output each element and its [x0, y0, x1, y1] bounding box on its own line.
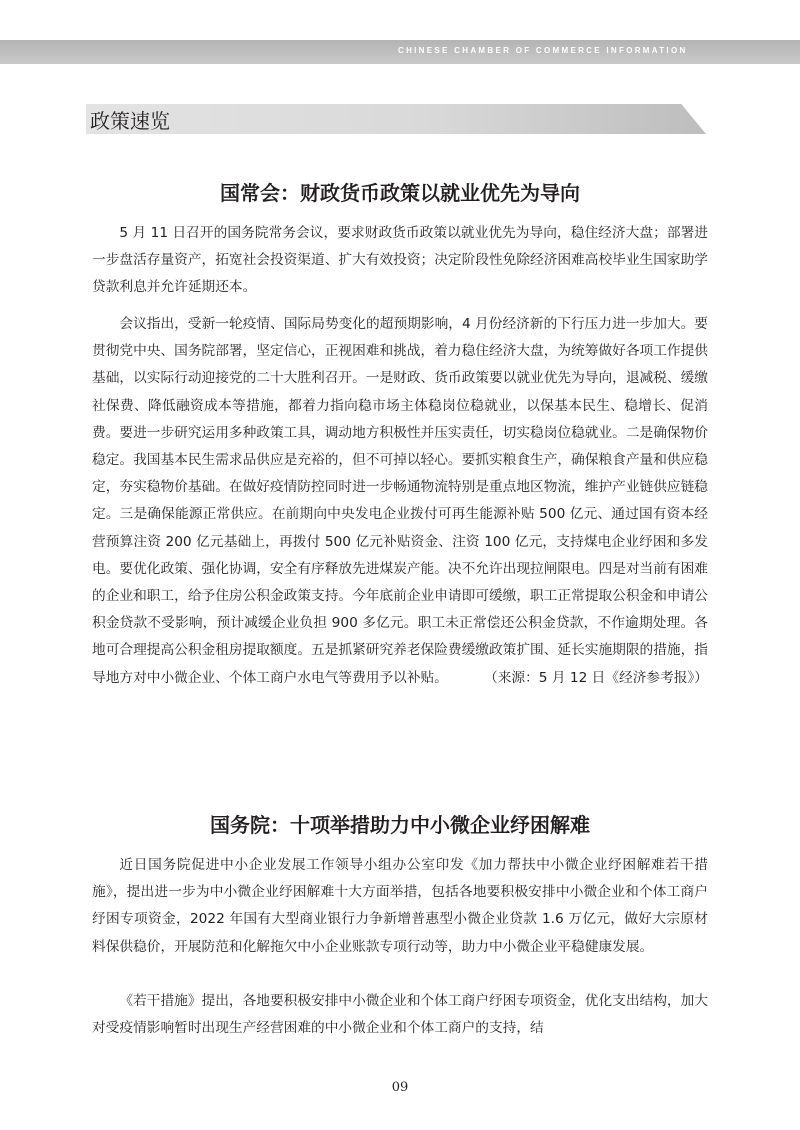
section-bar: [86, 104, 706, 134]
article-1-title: 国常会：财政货币政策以就业优先为导向: [220, 181, 580, 205]
article-1-paragraph-2-text: 会议指出，受新一轮疫情、国际局势变化的超预期影响，4 月份经济新的下行压力进一步加大。要贯彻党中央、国务院部署，坚定信心，正视困难和挑战，着力稳住经济大盘，为统筹做好各项工作提供基础，以实际行动迎接党的二十大胜利召开。一是财政、货币政策要以就业优先为导向，退减税、缓缴社保费、降低融资成本等措施，都着力指向稳市场主体稳岗位稳就业，以保基本民生、稳增长、促消费。要进一步研究运用多种政策工具，调动地方积极性并压实责任，切实稳岗位稳就业。二是确保物价稳定。我国基本民生需求品供应是充裕的，但不可掉以轻心。要抓实粮食生产，确保粮食产量和供应稳定，夯实稳物价基础。在做好疫情防控同时进一步畅通物流特别是重点地区物流，维护产业链供应链稳定。三是确保能源正常供应。在前期向中央发电企业拨付可再生能源补贴 500 亿元、通过国有资本经营预算注资 200 亿元基础上，再拨付 500 亿元补贴资金、注资 100 亿元，支持煤电企业纾困和多发电。要优化政策、强化协调，安全有序释放先进煤炭产能。决不允许出现拉闸限电。四是对当前有困难的企业和职工，给予住房公积金政策支持。今年底前企业申请即可缓缴，职工正常提取公积金和申请公积金贷款不受影响，预计减缓企业负担 900 多亿元。职工未正常偿还公积金贷款，不作逾期处理。各地可合理提高公积金租房提取额度。五是抓紧研究养老保险费缓缴政策扩围、延长实施期限的措施，指导地方对中小微企业、个体工商户水电气等费用予以补贴。: [92, 316, 708, 686]
publication-name: CHINESE CHAMBER OF COMMERCE INFORMATION: [398, 46, 688, 55]
article-2-title: 国务院：十项举措助力中小微企业纾困解难: [210, 813, 590, 837]
article-1-paragraph-1: 5 月 11 日召开的国务院常务会议，要求财政货币政策以就业优先为导向，稳住经济大盘；部署进一步盘活存量资产，拓宽社会投资渠道、扩大有效投资；决定阶段性免除经济困难高校毕业生国家助学贷款利息并允许延期还本。: [92, 225, 708, 296]
page-number: 09: [391, 1080, 409, 1095]
article-1-source: （来源：5 月 12 日《经济参考报》）: [484, 669, 708, 686]
article-2-paragraph-1: 近日国务院促进中小企业发展工作领导小组办公室印发《加力帮扶中小微企业纾困解难若干措施》，提出进一步为中小微企业纾困解难十大方面举措，包括各地要积极安排中小微企业和个体工商户纾困专项资金，2022 年国有大型商业银行力争新增普惠型小微企业贷款 1.6 万亿元，做好大宗原材料保供稳价，开展防范和化解拖欠中小企业账款专项行动等，助力中小微企业平稳健康发展。: [92, 857, 708, 955]
article-1-paragraph-2: [92, 311, 708, 692]
section-title: 政策速览: [90, 109, 170, 133]
article-2-paragraph-2: 《若干措施》提出，各地要积极安排中小微企业和个体工商户纾困专项资金，优化支出结构，加大对受疫情影响暂时出现生产经营困难的中小微企业和个体工商户的支持，结: [92, 993, 708, 1037]
